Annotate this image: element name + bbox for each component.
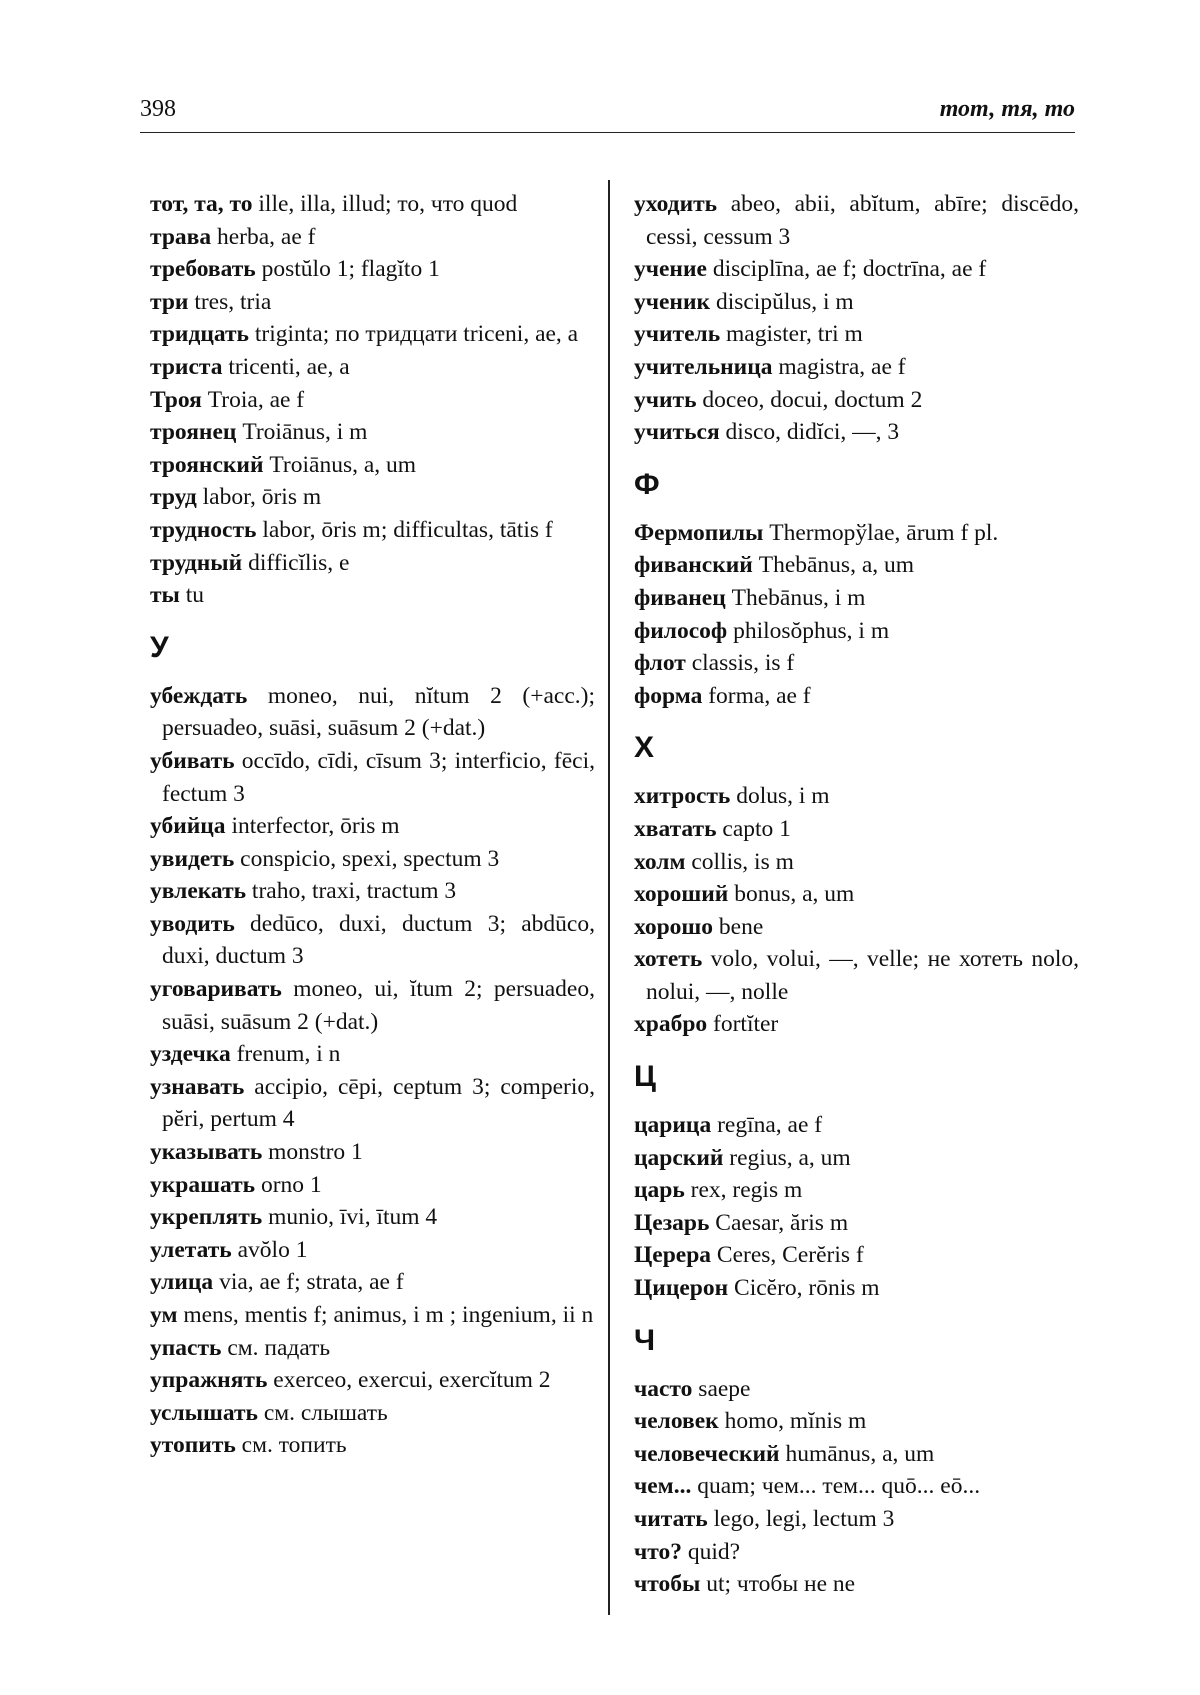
entry-headword: укреплять: [150, 1204, 263, 1231]
entry-translation: exerceo, exercui, exercĭtum 2: [267, 1367, 551, 1394]
entry-headword: убеждать: [150, 682, 248, 709]
entry-headword: трудность: [150, 516, 257, 543]
entry-headword: царица: [634, 1112, 712, 1139]
dictionary-entry: [634, 416, 1079, 449]
dictionary-entry: [150, 253, 595, 286]
entry-headword: человек: [634, 1408, 719, 1435]
dictionary-entry: [634, 253, 1079, 286]
dictionary-entry: [150, 908, 595, 973]
entry-headword: требовать: [150, 256, 256, 283]
entry-translation: monstro 1: [262, 1139, 363, 1166]
entry-translation: Ceres, Cerĕris f: [711, 1242, 864, 1269]
entry-headword: учить: [634, 386, 697, 413]
entry-translation: accipio, cēpi, ceptum 3; comperio, pĕri, pertum 4: [162, 1073, 595, 1133]
entry-translation: regīna, ae f: [711, 1112, 823, 1139]
entry-translation: homo, mĭnis m: [718, 1408, 867, 1435]
dictionary-entry: [150, 1429, 595, 1462]
entry-translation: bene: [713, 913, 764, 940]
dictionary-entry: [150, 1071, 595, 1136]
entry-translation: humānus, a, um: [779, 1440, 935, 1467]
section-letter: Х: [634, 731, 655, 765]
entry-translation: triginta; по тридцати triceni, ae, a: [248, 321, 579, 348]
dictionary-entry: [150, 384, 595, 417]
entry-translation: difficĭlis, e: [242, 549, 350, 576]
entry-headword: утопить: [150, 1432, 236, 1459]
entry-headword: учиться: [634, 419, 720, 446]
entry-headword: Цезарь: [634, 1209, 710, 1236]
entry-translation: Caesar, ăris m: [709, 1209, 849, 1236]
entry-translation: tu: [179, 582, 205, 609]
entry-translation: см. топить: [235, 1432, 347, 1459]
entry-translation: frenum, i n: [230, 1041, 341, 1068]
entry-translation: volo, volui, —, velle; не хотеть nolo, nolui, —, nolle: [646, 946, 1079, 1005]
dictionary-entry: [634, 582, 1079, 615]
entry-translation: doceo, docui, doctum 2: [696, 386, 923, 413]
entry-translation: forma, ae f: [702, 682, 811, 709]
entry-translation: labor, ōris m; difficultas, tātis f: [256, 516, 553, 543]
entry-headword: флот: [634, 650, 686, 677]
dictionary-entry: [150, 547, 595, 580]
entry-translation: mens, mentis f; animus, i m ; ingenium, ii n: [177, 1302, 594, 1328]
column-divider: [608, 180, 610, 1615]
dictionary-entry: [634, 1239, 1079, 1272]
dictionary-entry: [634, 351, 1079, 384]
page-header: [140, 96, 1075, 132]
entry-headword: учитель: [634, 321, 721, 348]
dictionary-entry: [634, 1373, 1079, 1406]
entry-headword: Цицерон: [634, 1275, 729, 1302]
entry-translation: rex, regis m: [684, 1177, 803, 1204]
entry-translation: herba, ae f: [211, 223, 316, 250]
dictionary-entry: [634, 1503, 1079, 1536]
entry-translation: magistra, ae f: [772, 353, 906, 380]
dictionary-entry: [150, 1038, 595, 1071]
entry-translation: Cicĕro, rōnis m: [728, 1275, 880, 1302]
section-letter: Ч: [634, 1323, 656, 1357]
entry-headword: фиванец: [634, 584, 726, 611]
dictionary-entry: [634, 1536, 1079, 1569]
entry-headword: ум: [150, 1302, 178, 1328]
entry-translation: munio, īvi, ītum 4: [262, 1204, 438, 1231]
entry-translation: tricenti, ae, a: [222, 353, 350, 380]
entry-headword: троянец: [150, 419, 237, 446]
dictionary-entry: [150, 1201, 595, 1234]
entry-headword: философ: [634, 617, 728, 644]
dictionary-entry: [634, 1207, 1079, 1240]
dictionary-entry: [150, 416, 595, 449]
entry-translation: moneo, ui, ĭtum 2; persuadeo, suāsi, suāsum 2 (+dat.): [162, 976, 595, 1035]
entry-headword: храбро: [634, 1011, 708, 1038]
dictionary-entry: [634, 615, 1079, 648]
entry-headword: трудный: [150, 549, 243, 576]
entry-translation: ille, illa, illud; то, что quod: [252, 191, 518, 217]
dictionary-entry: [634, 549, 1079, 582]
entry-headword: фиванский: [634, 552, 753, 579]
entry-headword: тридцать: [150, 321, 249, 348]
section-letter: Ф: [634, 467, 660, 501]
dictionary-entry: [634, 1438, 1079, 1471]
entry-headword: уводить: [150, 910, 235, 937]
entry-translation: labor, ōris m: [196, 484, 322, 511]
entry-translation: Troiānus, a, um: [263, 451, 417, 478]
dictionary-entry: [634, 1142, 1079, 1175]
entry-headword: увидеть: [150, 845, 235, 872]
dictionary-entry: [634, 680, 1079, 713]
dictionary-entry: [150, 286, 595, 319]
entry-headword: что?: [634, 1538, 682, 1565]
dictionary-entry: [634, 517, 1079, 550]
entry-headword: убивать: [150, 747, 235, 774]
dictionary-entry: [634, 1272, 1079, 1305]
entry-headword: форма: [634, 682, 703, 709]
entry-translation: collis, is m: [685, 848, 794, 875]
entry-headword: триста: [150, 353, 223, 380]
entry-translation: см. слышать: [257, 1399, 388, 1426]
entry-headword: упражнять: [150, 1367, 268, 1394]
page-number: 398: [140, 96, 176, 122]
dictionary-entry: [150, 1169, 595, 1202]
dictionary-entry: [150, 481, 595, 514]
entry-translation: fortĭter: [707, 1011, 779, 1038]
dictionary-entry: [634, 1568, 1079, 1601]
entry-headword: упасть: [150, 1334, 222, 1361]
entry-translation: tres, tria: [188, 288, 272, 315]
entry-translation: orno 1: [255, 1171, 322, 1198]
entry-translation: saepe: [692, 1375, 751, 1402]
entry-headword: уходить: [634, 191, 718, 217]
dictionary-entry: [150, 449, 595, 482]
dictionary-entry: [150, 875, 595, 908]
entry-headword: Фермопилы: [634, 519, 764, 546]
entry-translation: dolus, i m: [730, 783, 830, 810]
dictionary-entry: [150, 1234, 595, 1267]
entry-headword: украшать: [150, 1171, 256, 1198]
dictionary-entry: [634, 384, 1079, 417]
dictionary-entry: [150, 221, 595, 254]
entry-translation: Thebānus, i m: [725, 584, 866, 611]
entry-headword: Троя: [150, 386, 202, 413]
dictionary-entry: [150, 1136, 595, 1169]
entry-headword: увлекать: [150, 878, 247, 905]
entry-translation: Troiānus, i m: [236, 419, 368, 446]
entry-translation: bonus, a, um: [728, 881, 855, 908]
entry-translation: Thebānus, a, um: [752, 552, 915, 579]
dictionary-entry: [634, 1174, 1079, 1207]
entry-translation: lego, legi, lectum 3: [707, 1506, 895, 1532]
entry-headword: труд: [150, 484, 197, 511]
entry-translation: capto 1: [716, 815, 791, 842]
entry-translation: postŭlo 1; flagĭto 1: [255, 256, 440, 283]
dictionary-entry: [634, 878, 1079, 911]
entry-translation: classis, is f: [685, 650, 795, 677]
dictionary-entry: [150, 810, 595, 843]
dictionary-entry: [634, 1008, 1079, 1041]
entry-headword: тот, та, то: [150, 191, 253, 217]
entry-translation: avŏlo 1: [231, 1236, 308, 1263]
entry-headword: хватать: [634, 815, 717, 842]
entry-translation: quam; чем... тем... quō... eō...: [691, 1473, 981, 1500]
entry-headword: царский: [634, 1144, 724, 1171]
entry-headword: улетать: [150, 1236, 232, 1263]
entry-headword: услышать: [150, 1399, 258, 1426]
entry-headword: ты: [150, 582, 180, 609]
dictionary-entry: [150, 1397, 595, 1430]
entry-headword: человеческий: [634, 1440, 780, 1467]
entry-headword: уздечка: [150, 1041, 231, 1068]
entry-translation: dedūco, duxi, ductum 3; abdūco, duxi, ductum 3: [162, 910, 595, 970]
entry-headword: хорошо: [634, 913, 714, 940]
dictionary-entry: [150, 514, 595, 547]
dictionary-entry: [634, 1470, 1079, 1503]
entry-translation: quid?: [682, 1538, 741, 1565]
entry-translation: abeo, abii, abĭtum, abīre; discēdo, cessi, cessum 3: [646, 191, 1079, 250]
dictionary-entry: [150, 318, 595, 351]
entry-headword: чтобы: [634, 1571, 701, 1598]
entry-translation: см. падать: [221, 1334, 331, 1361]
entry-headword: учение: [634, 256, 707, 283]
entry-translation: disco, didĭci, —, 3: [719, 419, 900, 446]
entry-translation: via, ae f; strata, ae f: [213, 1269, 404, 1296]
entry-translation: traho, traxi, tractum 3: [246, 878, 457, 905]
dictionary-entry: [634, 1109, 1079, 1142]
entry-headword: хитрость: [634, 783, 731, 810]
dictionary-entry: [150, 680, 595, 745]
entry-translation: regius, a, um: [723, 1144, 851, 1171]
entry-translation: Thermopўlae, ārum f pl.: [763, 519, 999, 546]
entry-translation: conspicio, spexi, spectum 3: [234, 845, 500, 872]
dictionary-entry: [634, 647, 1079, 680]
dictionary-entry: [634, 911, 1079, 944]
dictionary-entry: [634, 318, 1079, 351]
dictionary-entry: [634, 846, 1079, 879]
dictionary-entry: [150, 745, 595, 810]
dictionary-entry: [150, 579, 595, 612]
entry-translation: philosŏphus, i m: [727, 617, 890, 644]
dictionary-entry: [150, 351, 595, 384]
dictionary-entry: [634, 1405, 1079, 1438]
entry-headword: три: [150, 288, 189, 315]
entry-translation: occīdo, cīdi, cīsum 3; interficio, fēci, fectum 3: [162, 747, 595, 807]
dictionary-entry: [150, 188, 595, 221]
dictionary-entry: [150, 973, 595, 1038]
dictionary-entry: [634, 780, 1079, 813]
entry-translation: discipŭlus, i m: [710, 288, 854, 315]
entry-headword: троянский: [150, 451, 264, 478]
entry-translation: ut; чтобы не ne: [700, 1571, 856, 1598]
entry-headword: холм: [634, 848, 686, 875]
right-column: [634, 188, 1079, 1601]
entry-translation: disciplīna, ae f; doctrīna, ae f: [706, 256, 987, 283]
entry-headword: узнавать: [150, 1073, 245, 1100]
entry-headword: указывать: [150, 1139, 263, 1166]
entry-translation: Troia, ae f: [201, 386, 305, 413]
dictionary-entry: [150, 1364, 595, 1397]
entry-headword: чем...: [634, 1473, 692, 1500]
section-letter: У: [150, 630, 169, 664]
entry-headword: уговаривать: [150, 976, 282, 1003]
entry-headword: трава: [150, 223, 212, 250]
entry-translation: moneo, nui, nĭtum 2 (+acc.); persuadeo, suāsi, suāsum 2 (+dat.): [162, 682, 595, 742]
entry-headword: царь: [634, 1177, 685, 1204]
entry-headword: Церера: [634, 1242, 712, 1269]
dictionary-entry: [634, 813, 1079, 846]
entry-headword: убийца: [150, 813, 226, 840]
entry-headword: читать: [634, 1506, 708, 1532]
entry-headword: улица: [150, 1269, 214, 1296]
entry-translation: interfector, ōris m: [225, 813, 400, 840]
entry-headword: ученик: [634, 288, 711, 315]
dictionary-entry: [150, 1266, 595, 1299]
dictionary-entry: [150, 1332, 595, 1365]
dictionary-entry: [634, 286, 1079, 319]
dictionary-entry: [634, 943, 1079, 1008]
left-column: [150, 188, 595, 1462]
dictionary-entry: [634, 188, 1079, 253]
entry-headword: хотеть: [634, 946, 703, 973]
dictionary-entry: [150, 843, 595, 876]
entry-headword: часто: [634, 1375, 693, 1402]
dictionary-entry: [150, 1299, 595, 1332]
entry-headword: хороший: [634, 881, 729, 908]
entry-translation: magister, tri m: [720, 321, 863, 348]
section-letter: Ц: [634, 1060, 656, 1094]
running-head: тот, тя, то: [939, 96, 1075, 122]
entry-headword: учительница: [634, 353, 773, 380]
header-rule: [140, 132, 1075, 133]
